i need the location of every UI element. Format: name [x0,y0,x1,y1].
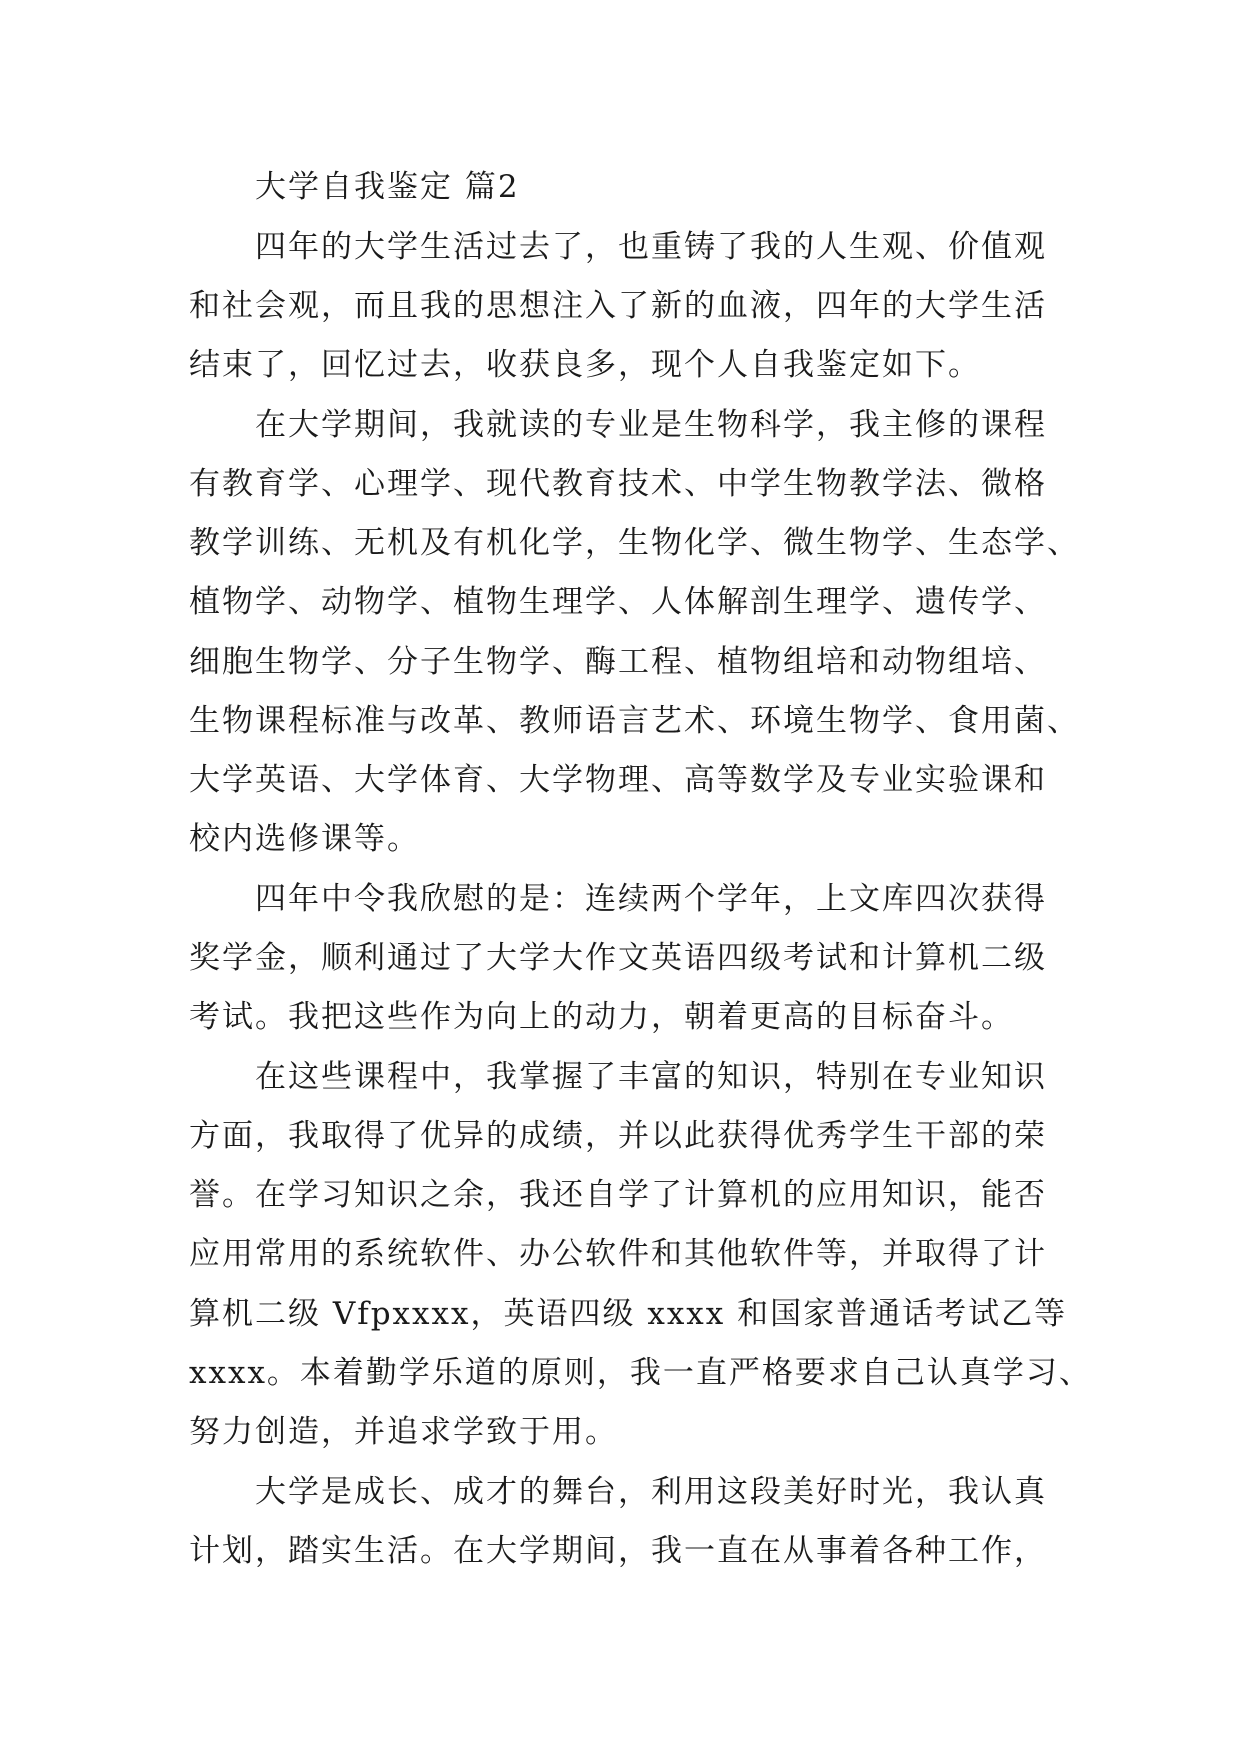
paragraph-4-line-1: 在这些课程中，我掌握了丰富的知识，特别在专业知识 [255,1059,1047,1095]
paragraph-3-line-2: 奖学金，顺利通过了大学大作文英语四级考试和计算机二级 [189,940,1047,976]
paragraph-2-line-8: 校内选修课等。 [189,821,420,857]
paragraph-4-line-5: 算机二级 Vfpxxxx，英语四级 xxxx 和国家普通话考试乙等 [189,1296,1068,1332]
paragraph-2-line-4: 植物学、动物学、植物生理学、人体解剖生理学、遗传学、 [189,584,1047,620]
paragraph-2-line-6: 生物课程标准与改革、教师语言艺术、环境生物学、食用菌、 [189,703,1080,739]
paragraph-1-line-1: 四年的大学生活过去了，也重铸了我的人生观、价值观 [255,229,1047,265]
paragraph-4-line-3: 誉。在学习知识之余，我还自学了计算机的应用知识，能否 [189,1177,1047,1213]
paragraph-3-line-3: 考试。我把这些作为向上的动力，朝着更高的目标奋斗。 [189,999,1014,1035]
document-title: 大学自我鉴定 篇2 [255,169,520,205]
paragraph-4-line-6: xxxx。本着勤学乐道的原则，我一直严格要求自己认真学习、 [189,1355,1092,1391]
paragraph-1-line-2: 和社会观，而且我的思想注入了新的血液，四年的大学生活 [189,288,1047,324]
paragraph-2-line-1: 在大学期间，我就读的专业是生物科学，我主修的课程 [255,407,1047,443]
paragraph-2-line-5: 细胞生物学、分子生物学、酶工程、植物组培和动物组培、 [189,644,1047,680]
paragraph-3-line-1: 四年中令我欣慰的是：连续两个学年，上文库四次获得 [255,881,1047,917]
paragraph-2-line-2: 有教育学、心理学、现代教育技术、中学生物教学法、微格 [189,466,1047,502]
paragraph-5-line-1: 大学是成长、成才的舞台，利用这段美好时光，我认真 [255,1474,1047,1510]
paragraph-2-line-7: 大学英语、大学体育、大学物理、高等数学及专业实验课和 [189,762,1047,798]
paragraph-1-line-3: 结束了，回忆过去，收获良多，现个人自我鉴定如下。 [189,347,981,383]
paragraph-4-line-7: 努力创造，并追求学致于用。 [189,1414,618,1450]
paragraph-4-line-4: 应用常用的系统软件、办公软件和其他软件等，并取得了计 [189,1236,1047,1272]
paragraph-2-line-3: 教学训练、无机及有机化学，生物化学、微生物学、生态学、 [189,525,1080,561]
paragraph-4-line-2: 方面，我取得了优异的成绩，并以此获得优秀学生干部的荣 [189,1118,1047,1154]
paragraph-5-line-2: 计划，踏实生活。在大学期间，我一直在从事着各种工作， [189,1533,1047,1569]
